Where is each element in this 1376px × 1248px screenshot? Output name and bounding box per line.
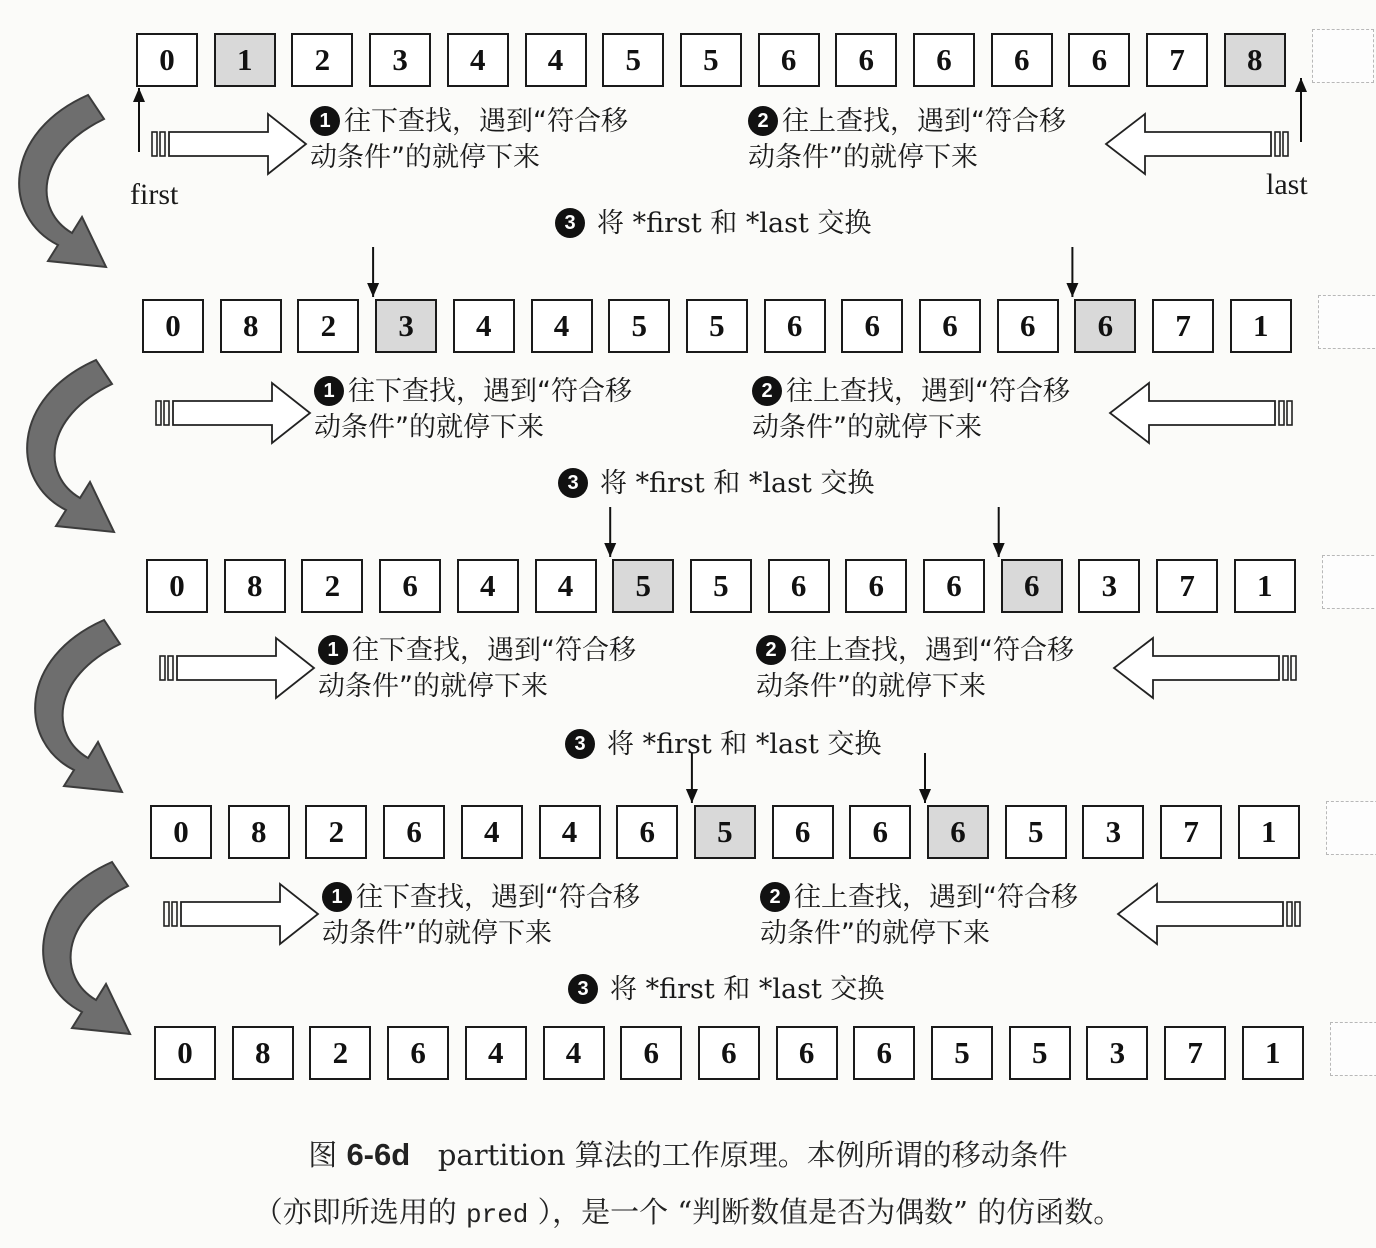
array-cell: 3 bbox=[369, 33, 431, 87]
array-cell: 5 bbox=[602, 33, 664, 87]
step-2-badge: 2 bbox=[756, 635, 786, 665]
array-cell: 4 bbox=[457, 559, 519, 613]
array-cell: 2 bbox=[305, 805, 367, 859]
array-cell: 0 bbox=[142, 299, 204, 353]
step-1-text: 往下查找，遇到“符合移动条件”的就停下来 bbox=[318, 635, 636, 702]
array-cell: 3 bbox=[1082, 805, 1144, 859]
last-pointer-label: last bbox=[1266, 168, 1308, 201]
array-cell: 8 bbox=[224, 559, 286, 613]
array-cell: 6 bbox=[387, 1026, 449, 1080]
step-1-text: 往下查找，遇到“符合移动条件”的就停下来 bbox=[314, 376, 632, 443]
search-forward-arrow-icon bbox=[156, 383, 310, 443]
caption-figure-number: 6-6d bbox=[346, 1137, 411, 1172]
step-3-text: 将 *first 和 *last 交换 bbox=[610, 974, 885, 1005]
stop-marker-arrow-icon bbox=[686, 753, 698, 803]
array-cell: 4 bbox=[453, 299, 515, 353]
array-cell: 6 bbox=[849, 805, 911, 859]
array-cell: 4 bbox=[539, 805, 601, 859]
array-cell: 0 bbox=[136, 33, 198, 87]
array-cell: 4 bbox=[531, 299, 593, 353]
caption-paren-close: ），是一个 “判断数值是否为偶数” 的仿函数。 bbox=[537, 1195, 1123, 1229]
array-cell: 6 bbox=[853, 1026, 915, 1080]
search-backward-arrow-icon bbox=[1106, 114, 1288, 174]
array-cell: 6 bbox=[698, 1026, 760, 1080]
array-cell: 0 bbox=[146, 559, 208, 613]
array-cell: 4 bbox=[543, 1026, 605, 1080]
step-1-badge: 1 bbox=[322, 882, 352, 912]
step-3-text: 将 *first 和 *last 交换 bbox=[597, 208, 872, 239]
array-cell: 6 bbox=[758, 33, 820, 87]
array-cell: 8 bbox=[1224, 33, 1286, 87]
array-cell: 6 bbox=[997, 299, 1059, 353]
caption-pred-code: pred bbox=[466, 1200, 529, 1230]
array-cell: 5 bbox=[1009, 1026, 1071, 1080]
array-cell: 5 bbox=[690, 559, 752, 613]
caption-paren-open: （亦即所选用的 bbox=[253, 1195, 457, 1229]
stop-marker-arrow-icon bbox=[993, 507, 1005, 557]
transition-curve-arrow-icon bbox=[27, 360, 114, 532]
array-cell: 6 bbox=[835, 33, 897, 87]
array-cell: 6 bbox=[919, 299, 981, 353]
array-cell: 8 bbox=[228, 805, 290, 859]
search-forward-arrow-icon bbox=[164, 884, 318, 944]
array-cell: 3 bbox=[1086, 1026, 1148, 1080]
array-cell: 7 bbox=[1152, 299, 1214, 353]
step-2-text: 往上查找，遇到“符合移动条件”的就停下来 bbox=[756, 635, 1074, 702]
array-cell: 8 bbox=[220, 299, 282, 353]
array-cell: 6 bbox=[923, 559, 985, 613]
caption-description: 算法的工作原理。本例所谓的移动条件 bbox=[574, 1138, 1068, 1172]
array-cell: 1 bbox=[1238, 805, 1300, 859]
array-cell: 4 bbox=[461, 805, 523, 859]
array-cell: 0 bbox=[154, 1026, 216, 1080]
array-cell: 6 bbox=[1001, 559, 1063, 613]
array-cell: 2 bbox=[301, 559, 363, 613]
array-cell: 6 bbox=[913, 33, 975, 87]
array-cell: 6 bbox=[764, 299, 826, 353]
array-cell: 6 bbox=[1074, 299, 1136, 353]
transition-curve-arrow-icon bbox=[43, 862, 130, 1034]
transition-curve-arrow-icon bbox=[35, 620, 122, 792]
array-cell: 5 bbox=[612, 559, 674, 613]
step-3-badge: 3 bbox=[555, 208, 585, 238]
step-3-text: 将 *first 和 *last 交换 bbox=[607, 729, 882, 760]
array-cell: 5 bbox=[680, 33, 742, 87]
search-backward-arrow-icon bbox=[1110, 383, 1292, 443]
step-1-text: 往下查找，遇到“符合移动条件”的就停下来 bbox=[322, 882, 640, 949]
caption-algorithm-name: partition bbox=[437, 1138, 566, 1172]
stop-marker-arrow-icon bbox=[367, 247, 379, 297]
step-3-text: 将 *first 和 *last 交换 bbox=[600, 468, 875, 499]
stop-marker-arrow-icon bbox=[604, 507, 616, 557]
array-cell: 6 bbox=[379, 559, 441, 613]
array-cell: 4 bbox=[465, 1026, 527, 1080]
array-cell: 1 bbox=[214, 33, 276, 87]
stop-marker-arrow-icon bbox=[919, 753, 931, 803]
step-1-text: 往下查找，遇到“符合移动条件”的就停下来 bbox=[310, 106, 628, 173]
last-pointer-arrow-icon bbox=[1295, 78, 1307, 142]
array-cell: 2 bbox=[291, 33, 353, 87]
first-pointer-label: first bbox=[130, 178, 179, 211]
caption-figure-label: 图 bbox=[308, 1138, 338, 1172]
array-cell: 7 bbox=[1156, 559, 1218, 613]
array-cell: 6 bbox=[768, 559, 830, 613]
array-cell: 6 bbox=[383, 805, 445, 859]
caption-line-1 bbox=[0, 1133, 1376, 1174]
step-1-badge: 1 bbox=[314, 376, 344, 406]
array-cell: 6 bbox=[776, 1026, 838, 1080]
array-cell: 5 bbox=[1005, 805, 1067, 859]
array-cell: 1 bbox=[1230, 299, 1292, 353]
array-cell: 7 bbox=[1164, 1026, 1226, 1080]
array-cell: 3 bbox=[1078, 559, 1140, 613]
array-cell: 4 bbox=[447, 33, 509, 87]
step-1-badge: 1 bbox=[310, 106, 340, 136]
array-cell: 2 bbox=[309, 1026, 371, 1080]
array-cell: 5 bbox=[608, 299, 670, 353]
array-cell: 6 bbox=[1068, 33, 1130, 87]
step-3-badge: 3 bbox=[558, 468, 588, 498]
array-cell: 1 bbox=[1242, 1026, 1304, 1080]
array-cell: 0 bbox=[150, 805, 212, 859]
step-2-text: 往上查找，遇到“符合移动条件”的就停下来 bbox=[752, 376, 1070, 443]
step-2-text: 往上查找，遇到“符合移动条件”的就停下来 bbox=[760, 882, 1078, 949]
step-2-badge: 2 bbox=[748, 106, 778, 136]
step-2-badge: 2 bbox=[752, 376, 782, 406]
array-cell: 6 bbox=[772, 805, 834, 859]
array-cell: 5 bbox=[694, 805, 756, 859]
step-2-badge: 2 bbox=[760, 882, 790, 912]
array-cell: 7 bbox=[1160, 805, 1222, 859]
array-cell: 1 bbox=[1234, 559, 1296, 613]
search-backward-arrow-icon bbox=[1118, 884, 1300, 944]
array-cell: 6 bbox=[927, 805, 989, 859]
array-cell: 2 bbox=[297, 299, 359, 353]
array-cell: 6 bbox=[841, 299, 903, 353]
step-2-text: 往上查找，遇到“符合移动条件”的就停下来 bbox=[748, 106, 1066, 173]
first-pointer-arrow-icon bbox=[133, 88, 145, 152]
array-cell: 5 bbox=[931, 1026, 993, 1080]
transition-curve-arrow-icon bbox=[19, 95, 106, 267]
array-cell: 6 bbox=[845, 559, 907, 613]
array-cell: 8 bbox=[232, 1026, 294, 1080]
array-cell: 4 bbox=[535, 559, 597, 613]
array-cell: 6 bbox=[620, 1026, 682, 1080]
step-3-badge: 3 bbox=[568, 974, 598, 1004]
array-cell: 5 bbox=[686, 299, 748, 353]
search-backward-arrow-icon bbox=[1114, 638, 1296, 698]
array-cell: 6 bbox=[991, 33, 1053, 87]
step-1-badge: 1 bbox=[318, 635, 348, 665]
search-forward-arrow-icon bbox=[152, 114, 306, 174]
array-cell: 6 bbox=[616, 805, 678, 859]
search-forward-arrow-icon bbox=[160, 638, 314, 698]
stop-marker-arrow-icon bbox=[1066, 247, 1078, 297]
step-3-badge: 3 bbox=[565, 729, 595, 759]
array-cell: 4 bbox=[525, 33, 587, 87]
array-cell: 7 bbox=[1146, 33, 1208, 87]
array-cell: 3 bbox=[375, 299, 437, 353]
caption-line-2 bbox=[0, 1190, 1376, 1231]
